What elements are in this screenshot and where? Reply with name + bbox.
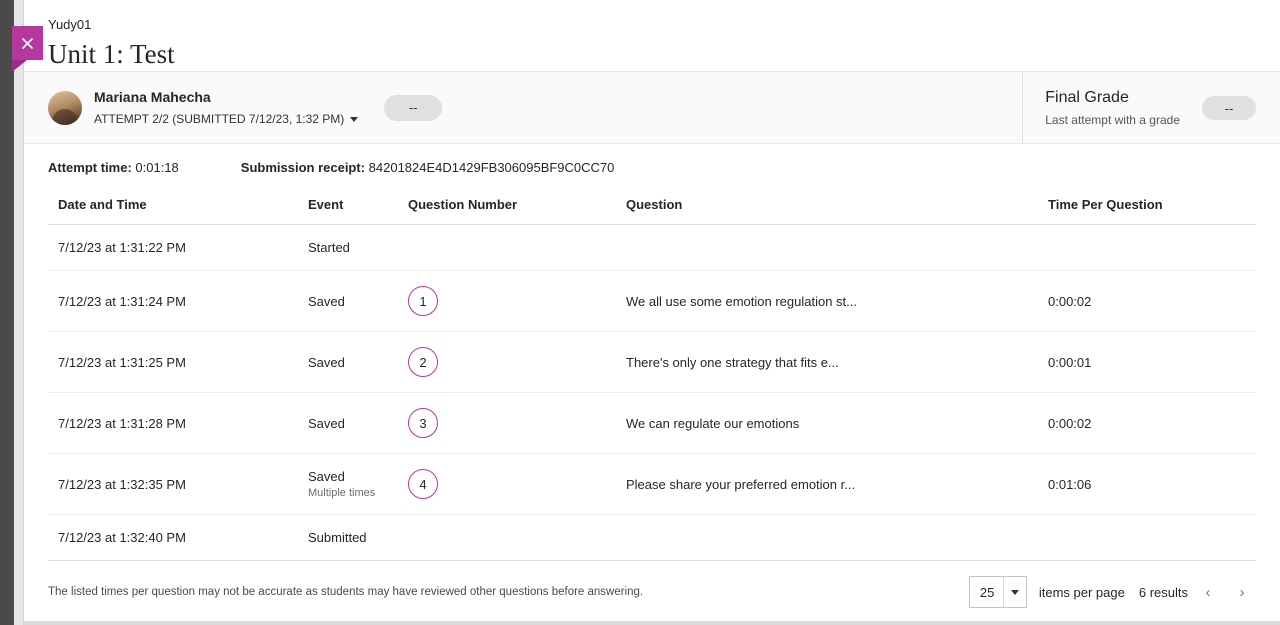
question-number-badge[interactable]: 3 (408, 408, 438, 438)
table-body (48, 225, 1256, 561)
cell-question (616, 225, 1038, 271)
column-header-question-number: Question Number (398, 189, 616, 225)
cell-date: 7/12/23 at 1:32:35 PM (48, 454, 298, 515)
attempt-selector[interactable] (94, 110, 358, 128)
cell-time (1038, 225, 1256, 271)
results-count: 6 results (1138, 584, 1188, 600)
cell-time (1038, 515, 1256, 561)
footer (24, 559, 1280, 625)
submission-receipt-label: Submission receipt: (240, 160, 366, 175)
cell-event: Submitted (298, 515, 398, 561)
cell-question-number (398, 393, 616, 454)
student-bar (24, 72, 1280, 144)
left-gutter (0, 0, 14, 625)
final-grade-title: Final Grade (1045, 89, 1129, 106)
attempt-time-value: 0:01:18 (135, 160, 179, 175)
cell-date: 7/12/23 at 1:31:25 PM (48, 332, 298, 393)
cell-time: 0:00:02 (1038, 393, 1256, 454)
submission-receipt (241, 160, 615, 175)
cell-time: 0:00:01 (1038, 332, 1256, 393)
final-grade-subtitle: Last attempt with a grade (1045, 113, 1180, 127)
attempt-meta-row (24, 144, 1280, 189)
attempt-grade-pill[interactable]: -- (384, 95, 442, 121)
column-header-event: Event (298, 189, 398, 225)
column-header-date: Date and Time (48, 189, 298, 225)
table-row (48, 515, 1256, 561)
question-number-badge[interactable]: 1 (408, 286, 438, 316)
question-number-badge[interactable]: 2 (408, 347, 438, 377)
cell-time: 0:01:06 (1038, 454, 1256, 515)
chevron-down-icon (350, 117, 358, 122)
event-label: Saved (308, 469, 345, 484)
table-row (48, 454, 1256, 515)
cell-question: We all use some emotion regulation st... (616, 271, 1038, 332)
table-header (48, 189, 1256, 225)
pagination (969, 576, 1256, 608)
cell-question-number (398, 332, 616, 393)
page-size-arrow (1003, 577, 1026, 607)
student-name: Mariana Mahecha (94, 89, 211, 105)
chevron-down-icon (1011, 590, 1019, 595)
final-grade-text (1045, 87, 1180, 129)
bottom-edge (24, 621, 1280, 625)
course-name: Yudy01 (48, 17, 92, 32)
close-button[interactable] (12, 26, 43, 60)
page-size-value: 25 (979, 584, 995, 600)
cell-event: Saved (298, 332, 398, 393)
cell-event: Started (298, 225, 398, 271)
cell-event: Saved (298, 393, 398, 454)
table-row (48, 225, 1256, 271)
close-button-tail (12, 60, 43, 72)
close-icon (21, 37, 34, 50)
footer-note: The listed times per question may not be accurate as students may have reviewed other questions before answering. (48, 586, 644, 598)
next-page-button[interactable]: › (1228, 578, 1256, 606)
page-title: Unit 1: Test (48, 39, 175, 69)
cell-question-number (398, 515, 616, 561)
items-per-page-label: items per page (1038, 584, 1125, 600)
column-header-question: Question (616, 189, 1038, 225)
table-row (48, 271, 1256, 332)
page-header (24, 0, 1280, 72)
event-sublabel: Multiple times (308, 487, 376, 499)
cell-question: There's only one strategy that fits e... (616, 332, 1038, 393)
attempt-log-table (48, 189, 1256, 561)
cell-question-number (398, 271, 616, 332)
attempt-time-label: Attempt time: (48, 160, 132, 175)
page-size-select[interactable] (969, 576, 1027, 608)
final-grade-pill[interactable]: -- (1202, 96, 1256, 120)
cell-question: We can regulate our emotions (616, 393, 1038, 454)
cell-question: Please share your preferred emotion r... (616, 454, 1038, 515)
cell-date: 7/12/23 at 1:31:24 PM (48, 271, 298, 332)
log-table-wrap (24, 189, 1280, 561)
attempt-time (48, 160, 179, 175)
cell-event (298, 454, 398, 515)
cell-event: Saved (298, 271, 398, 332)
table-row (48, 393, 1256, 454)
submission-receipt-value: 84201824E4D1429FB306095BF9C0CC70 (368, 160, 615, 175)
cell-date: 7/12/23 at 1:32:40 PM (48, 515, 298, 561)
cell-date: 7/12/23 at 1:31:28 PM (48, 393, 298, 454)
cell-question (616, 515, 1038, 561)
attempt-label: ATTEMPT 2/2 (SUBMITTED 7/12/23, 1:32 PM) (94, 112, 345, 126)
cell-question-number (398, 454, 616, 515)
panel-content (24, 0, 1280, 625)
cell-question-number (398, 225, 616, 271)
question-number-badge[interactable]: 4 (408, 469, 438, 499)
table-header-row (48, 189, 1256, 225)
table-row (48, 332, 1256, 393)
previous-page-button[interactable]: ‹ (1194, 578, 1222, 606)
cell-time: 0:00:02 (1038, 271, 1256, 332)
student-info (94, 87, 358, 128)
final-grade-section (1022, 72, 1280, 144)
left-gutter-divider (14, 0, 24, 625)
column-header-time-per-question: Time Per Question (1038, 189, 1256, 225)
cell-date: 7/12/23 at 1:31:22 PM (48, 225, 298, 271)
avatar (48, 91, 82, 125)
